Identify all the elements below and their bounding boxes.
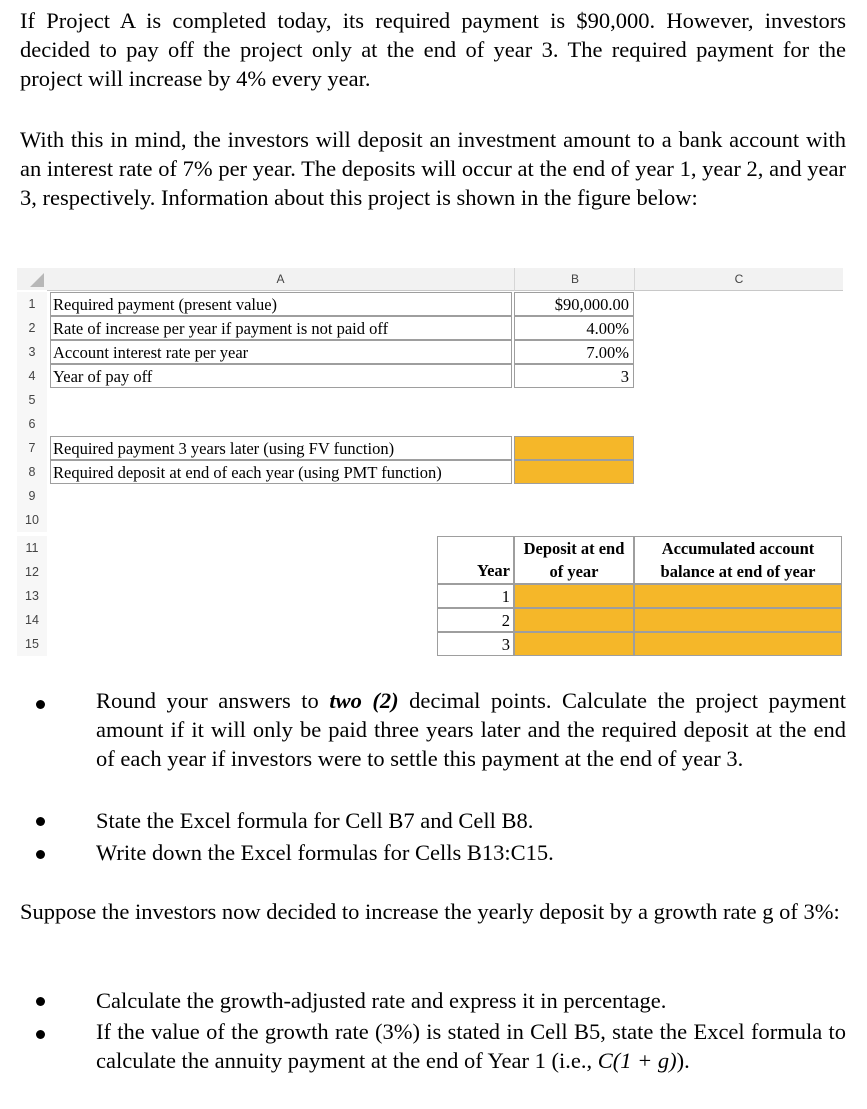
cell-b1: $90,000.00 — [514, 292, 634, 316]
bullet-write-formulas: Write down the Excel formulas for Cells B13:C15. — [96, 840, 554, 865]
column-header-b: B — [514, 268, 635, 291]
bullet-state-formula: State the Excel formula for Cell B7 and Cell B8. — [96, 808, 534, 833]
intro-paragraph-1: If Project A is completed today, its required payment is $90,000. However, investors decided to pay off the project only at the end of year 3. The required payment for the project will increase by 4% every year. — [20, 8, 846, 91]
cell-a13-year: 1 — [437, 584, 514, 608]
cell-b8-answer — [514, 460, 634, 484]
bullet-dot — [36, 850, 45, 859]
cell-b3: 7.00% — [514, 340, 634, 364]
cell-a2: Rate of increase per year if payment is not paid off — [50, 316, 512, 340]
row-number: 11 — [17, 536, 47, 560]
cell-c13-answer — [634, 584, 842, 608]
row-number: 2 — [17, 316, 47, 340]
balance-header-cell — [634, 536, 842, 584]
cell-a7: Required payment 3 years later (using FV function) — [50, 436, 512, 460]
balance-header-line1: Accumulated account — [661, 539, 815, 558]
row-number: 7 — [17, 436, 47, 460]
cell-b13-answer — [514, 584, 634, 608]
bullet-dot — [36, 700, 45, 709]
row-number: 12 — [17, 560, 47, 584]
intro-paragraph-2: With this in mind, the investors will deposit an investment amount to a bank account with an interest rate of 7% per year. The deposits will occur at the end of year 1, year 2, and year 3, respectively. Information about this project is shown in the figure below: — [20, 127, 846, 210]
bullet-dot — [36, 997, 45, 1006]
cell-a4: Year of pay off — [50, 364, 512, 388]
cell-a1: Required payment (present value) — [50, 292, 512, 316]
cell-b7-answer — [514, 436, 634, 460]
bullet-dot — [36, 817, 45, 826]
cell-b2: 4.00% — [514, 316, 634, 340]
cell-a8: Required deposit at end of each year (using PMT function) — [50, 460, 512, 484]
cell-b4: 3 — [514, 364, 634, 388]
row-number: 5 — [17, 388, 47, 412]
row-number: 3 — [17, 340, 47, 364]
cell-c15-answer — [634, 632, 842, 656]
column-header-a: A — [47, 268, 514, 291]
cell-c14-answer — [634, 608, 842, 632]
row-number: 1 — [17, 292, 47, 316]
row-number: 15 — [17, 632, 47, 656]
row-number: 14 — [17, 608, 47, 632]
row-number: 6 — [17, 412, 47, 436]
bullet-dot — [36, 1030, 45, 1039]
row-number: 9 — [17, 484, 47, 508]
deposit-header-line2: of year — [549, 562, 599, 581]
bullet-round-answers: Round your answers to two (2) decimal points. Calculate the project payment amount if it will only be paid three years later and the required deposit at the end of each year if investors were to settle this payment at the end of year 3. — [96, 688, 846, 771]
cell-a3: Account interest rate per year — [50, 340, 512, 364]
deposit-header-line1: Deposit at end — [523, 539, 625, 558]
select-all-corner — [17, 268, 47, 290]
row-number: 4 — [17, 364, 47, 388]
row-number: 10 — [17, 508, 47, 532]
growth-paragraph: Suppose the investors now decided to increase the yearly deposit by a growth rate g of 3%: — [20, 899, 840, 924]
column-header-c: C — [634, 268, 843, 291]
bullet-annuity-formula: If the value of the growth rate (3%) is stated in Cell B5, state the Excel formula to calculate the annuity payment at the end of Year 1 (i.e., C(1 + g)). — [96, 1019, 846, 1073]
spreadsheet-figure — [17, 268, 842, 658]
cell-a15-year: 3 — [437, 632, 514, 656]
bullet-growth-adjusted-rate: Calculate the growth-adjusted rate and express it in percentage. — [96, 988, 667, 1013]
balance-header-line2: balance at end of year — [660, 562, 816, 581]
row-number: 8 — [17, 460, 47, 484]
year-header: Year — [477, 561, 510, 580]
deposit-header-cell — [514, 536, 634, 584]
cell-a14-year: 2 — [437, 608, 514, 632]
row-number: 13 — [17, 584, 47, 608]
cell-b15-answer — [514, 632, 634, 656]
year-header-cell — [437, 536, 514, 584]
cell-b14-answer — [514, 608, 634, 632]
